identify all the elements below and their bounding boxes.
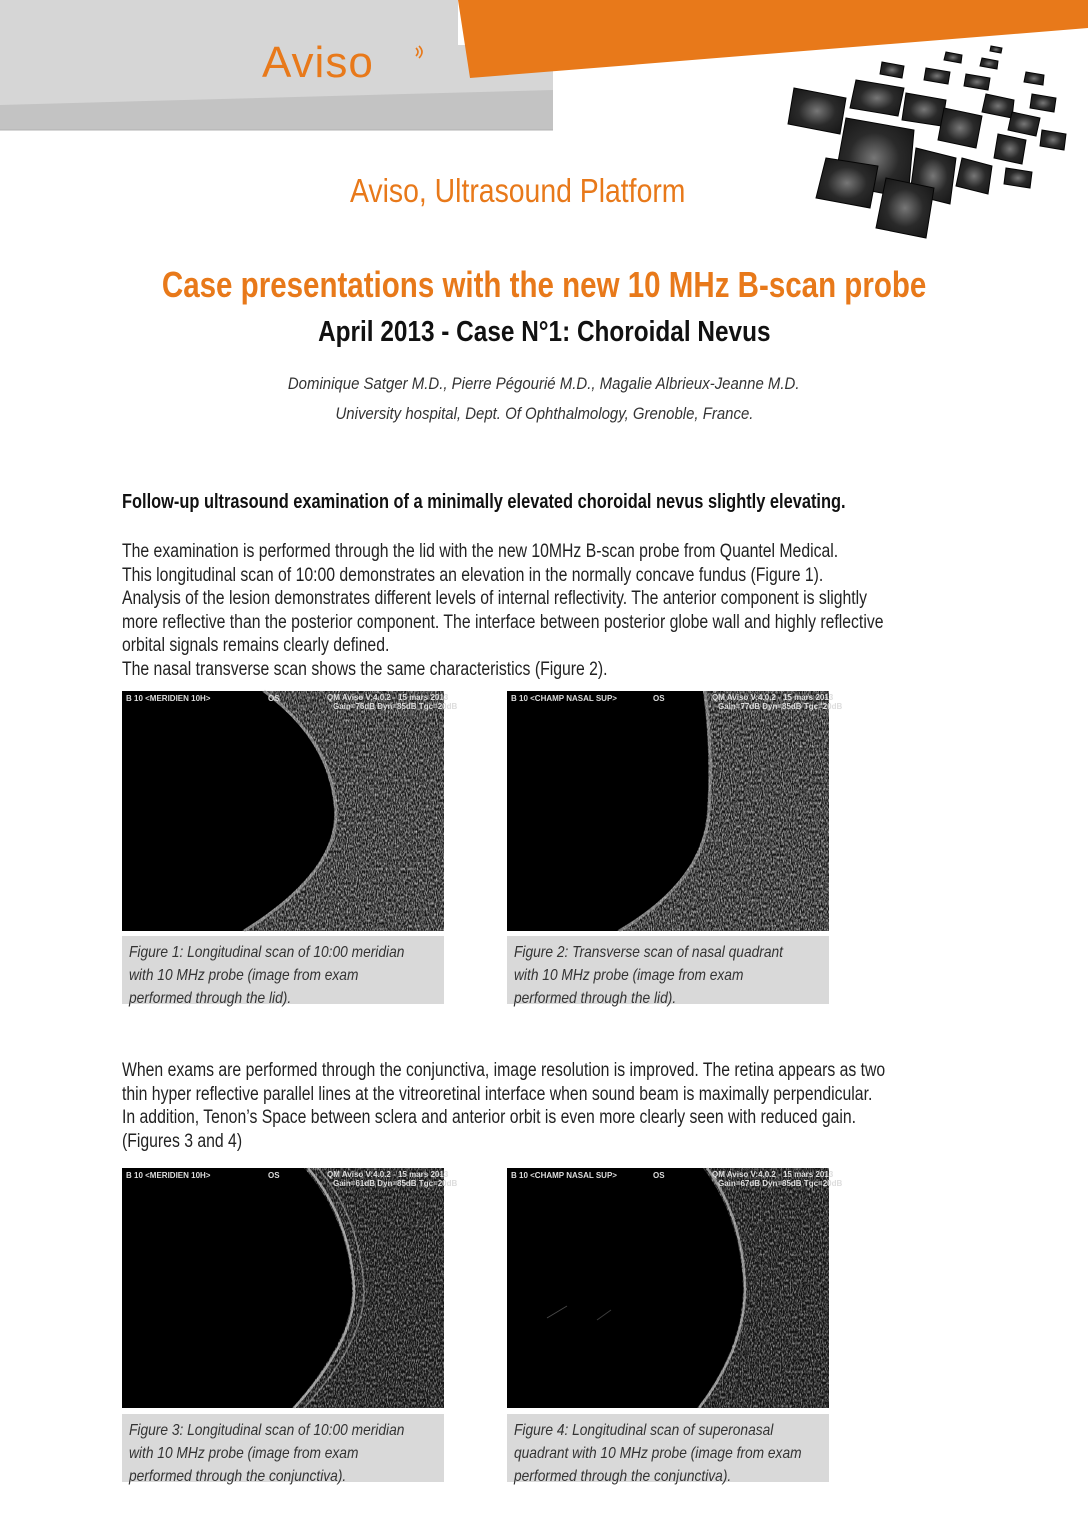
figure-1-scan-image	[122, 691, 458, 931]
figure-2-scan-image	[507, 691, 843, 931]
scan-settings: Gain=67dB Dyn=85dB Tgc=20dB	[718, 1179, 843, 1188]
paragraph-line: When exams are performed through the conjunctiva, image resolution is improved. The retina appears as two	[122, 1060, 886, 1081]
ultrasound-tiles-graphic	[786, 38, 1076, 250]
scan-settings: Gain=76dB Dyn=85dB Tgc=20dB	[333, 702, 458, 711]
caption-line: performed through the lid).	[129, 990, 292, 1007]
scan-label: B 10 <CHAMP NASAL SUP>	[511, 1171, 617, 1180]
body-paragraph-2	[122, 1059, 994, 1153]
aviso-logo: Aviso	[262, 38, 374, 87]
caption-line: performed through the lid).	[514, 990, 677, 1007]
device-info: QM Aviso V:4.0.2 - 15 mars 2013	[712, 1170, 834, 1179]
caption-line: with 10 MHz probe (image from exam	[129, 1445, 359, 1462]
paragraph-line: orbital signals remains clearly defined.	[122, 635, 390, 656]
figure-4-caption	[507, 1414, 829, 1485]
signal-waves-icon	[414, 44, 428, 60]
figure-3-scan-image	[122, 1168, 458, 1408]
figure-4-scan-image	[507, 1168, 843, 1408]
caption-line: quadrant with 10 MHz probe (image from exam	[514, 1445, 802, 1462]
figure-2-caption	[507, 936, 829, 1007]
eye-label: OS	[268, 694, 280, 703]
caption-line: with 10 MHz probe (image from exam	[129, 967, 359, 984]
paragraph-line: The examination is performed through the lid with the new 10MHz B-scan probe from Quantel Medical.	[122, 541, 839, 562]
paragraph-line: Analysis of the lesion demonstrates different levels of internal reflectivity. The anterior component is slightly	[122, 588, 868, 609]
caption-line: Figure 3: Longitudinal scan of 10:00 meridian	[129, 1422, 405, 1439]
figure-3-caption	[122, 1414, 444, 1485]
caption-line: Figure 4: Longitudinal scan of superonasal	[514, 1422, 774, 1439]
body-paragraph-1	[122, 540, 994, 681]
paragraph-line: thin hyper reflective parallel lines at the vitreoretinal interface when sound beam is maximally perpendicular.	[122, 1083, 873, 1105]
paragraph-line: (Figures 3 and 4)	[122, 1130, 243, 1152]
scan-label: B 10 <MERIDIEN 10H>	[126, 694, 211, 703]
platform-title: Aviso, Ultrasound Platform	[350, 172, 686, 209]
figure-1-caption	[122, 936, 444, 1007]
device-info: QM Aviso V:4.0.2 - 15 mars 2013	[327, 1170, 449, 1179]
affiliation: University hospital, Dept. Of Ophthalmology, Grenoble, France.	[335, 404, 753, 423]
device-info: QM Aviso V:4.0.2 - 15 mars 2013	[327, 693, 449, 702]
paragraph-line: This longitudinal scan of 10:00 demonstrates an elevation in the normally concave fundus (Figure 1).	[122, 564, 824, 586]
scan-label: B 10 <CHAMP NASAL SUP>	[511, 694, 617, 703]
paragraph-line: The nasal transverse scan shows the same characteristics (Figure 2).	[122, 658, 608, 680]
scan-settings: Gain=61dB Dyn=85dB Tgc=20dB	[333, 1179, 458, 1188]
caption-line: Figure 2: Transverse scan of nasal quadrant	[514, 944, 783, 961]
paragraph-line: more reflective than the posterior component. The interface between posterior globe wall and highly reflective	[122, 611, 884, 633]
eye-label: OS	[653, 694, 665, 703]
lead-heading: Follow-up ultrasound examination of a minimally elevated choroidal nevus slightly elevating.	[122, 491, 846, 513]
eye-label: OS	[653, 1171, 665, 1180]
page-title: Case presentations with the new 10 MHz B-scan probe	[161, 264, 927, 305]
caption-line: performed through the conjunctiva).	[514, 1468, 732, 1485]
caption-line: with 10 MHz probe (image from exam	[514, 967, 744, 984]
caption-line: performed through the conjunctiva).	[129, 1468, 347, 1485]
scan-label: B 10 <MERIDIEN 10H>	[126, 1171, 211, 1180]
caption-line: Figure 1: Longitudinal scan of 10:00 meridian	[129, 944, 405, 961]
case-subtitle: April 2013 - Case N°1: Choroidal Nevus	[317, 316, 771, 348]
paragraph-line: In addition, Tenon’s Space between sclera and anterior orbit is even more clearly seen with reduced gain.	[122, 1107, 857, 1128]
device-info: QM Aviso V:4.0.2 - 15 mars 2013	[712, 693, 834, 702]
scan-settings: Gain=77dB Dyn=85dB Tgc=20dB	[718, 702, 843, 711]
authors: Dominique Satger M.D., Pierre Pégourié M.D., Magalie Albrieux-Jeanne M.D.	[288, 374, 800, 393]
eye-label: OS	[268, 1171, 280, 1180]
